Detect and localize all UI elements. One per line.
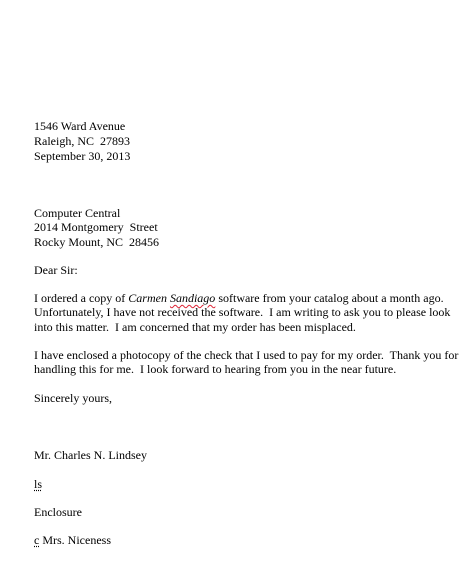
- paragraph-1-line-2: Unfortunately, I have not received the software. I am writing to ask you to please look: [34, 305, 451, 319]
- copy-mark: c: [34, 533, 40, 547]
- paragraph-2-line-1: I have enclosed a photocopy of the check that I used to pay for my order. Thank you for: [34, 348, 459, 362]
- recipient-city: Rocky Mount, NC 28456: [34, 235, 160, 249]
- letter-date: September 30, 2013: [34, 149, 131, 163]
- paragraph-1-line-1: [34, 291, 444, 305]
- software-title-word-2: Sandiago: [169, 291, 216, 305]
- closing: Sincerely yours,: [34, 391, 112, 405]
- paragraph-2-line-2: handling this for me. I look forward to hearing from you in the near future.: [34, 362, 397, 376]
- recipient-street: 2014 Montgomery Street: [34, 220, 158, 234]
- paragraph-1-post: software from your catalog about a month ago.: [215, 291, 444, 305]
- enclosure-notation: Enclosure: [34, 505, 82, 519]
- typist-initials: [34, 477, 42, 491]
- sender-street: 1546 Ward Avenue: [34, 119, 126, 133]
- initials-text: ls: [34, 477, 43, 491]
- sender-city: Raleigh, NC 27893: [34, 134, 130, 148]
- recipient-company: Computer Central: [34, 206, 121, 220]
- signature-name: Mr. Charles N. Lindsey: [34, 448, 147, 462]
- salutation: Dear Sir:: [34, 263, 78, 277]
- software-title: [128, 291, 215, 305]
- paragraph-1-line-3: into this matter. I am concerned that my order has been misplaced.: [34, 320, 356, 334]
- paragraph-1-pre: I ordered a copy of: [34, 291, 129, 305]
- copy-recipient: Mrs. Niceness: [39, 533, 111, 547]
- copy-notation: [34, 533, 111, 547]
- software-title-word-1: Carmen: [128, 291, 167, 305]
